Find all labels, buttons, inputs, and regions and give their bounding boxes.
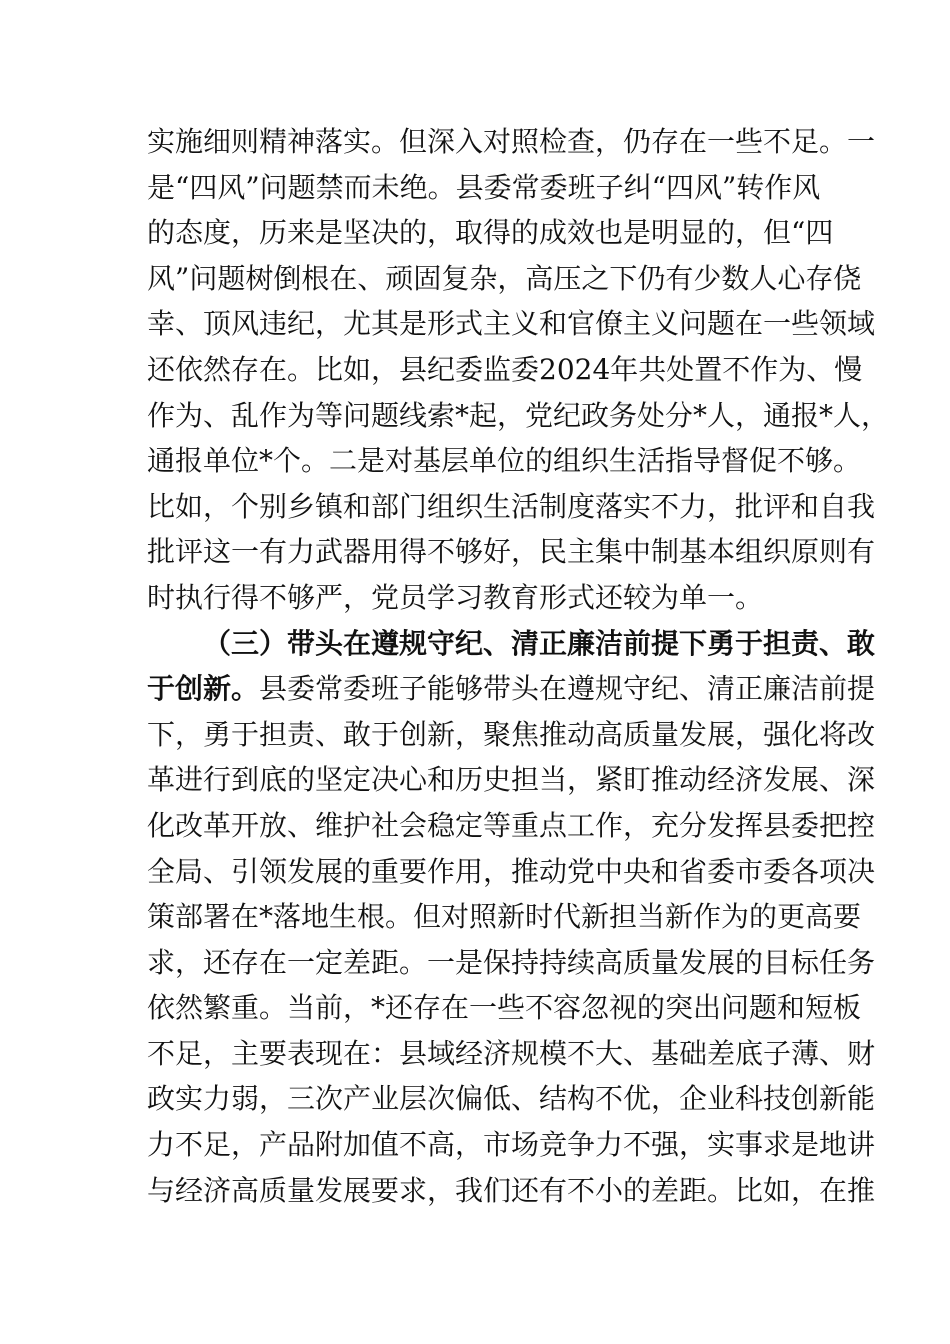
text-line: 是“四风”问题禁而未绝。县委常委班子纠“四风”转作风 bbox=[147, 170, 821, 204]
text-line: 通报单位*个。二是对基层单位的组织生活指导督促不够。 bbox=[147, 444, 862, 478]
text-line: 风”问题树倒根在、顽固复杂，高压之下仍有少数人心存侥 bbox=[147, 261, 862, 295]
text-line: 依然繁重。当前，*还存在一些不容忽视的突出问题和短板 bbox=[147, 991, 862, 1025]
section-heading: （三）带头在遵规守纪、清正廉洁前提下勇于担责、敢 bbox=[203, 626, 876, 660]
section-heading-end: 于创新。 bbox=[147, 672, 260, 706]
text-line: 全局、引领发展的重要作用，推动党中央和省委市委各项决 bbox=[147, 854, 876, 888]
text-line: 不足，主要表现在：县域经济规模不大、基础差底子薄、财 bbox=[147, 1036, 876, 1070]
text-line: 求，还存在一定差距。一是保持持续高质量发展的目标任务 bbox=[147, 945, 876, 979]
text-run: 县委常委班子能够带头在遵规守纪、清正廉洁前提 bbox=[259, 672, 876, 706]
text-line: 策部署在*落地生根。但对照新时代新担当新作为的更高要 bbox=[147, 900, 862, 934]
paragraph-2 bbox=[147, 621, 876, 1214]
text-line: 政实力弱，三次产业层次偏低、结构不优，企业科技创新能 bbox=[147, 1082, 876, 1116]
text-line: 力不足，产品附加值不高，市场竞争力不强，实事求是地讲 bbox=[147, 1128, 876, 1162]
text-line: 时执行得不够严，党员学习教育形式还较为单一。 bbox=[147, 580, 764, 614]
text-line: 批评这一有力武器用得不够好，民主集中制基本组织原则有 bbox=[147, 535, 876, 569]
text-line: 实施细则精神落实。但深入对照检查，仍存在一些不足。一 bbox=[147, 125, 876, 158]
text-line: 的态度，历来是坚决的，取得的成效也是明显的，但“四 bbox=[147, 216, 834, 250]
text-line bbox=[147, 666, 876, 712]
text-line: 下，勇于担责、敢于创新，聚焦推动高质量发展，强化将改 bbox=[147, 717, 876, 751]
text-line: 革进行到底的坚定决心和历史担当，紧盯推动经济发展、深 bbox=[147, 763, 876, 797]
text-line: 比如，个别乡镇和部门组织生活制度落实不力，批评和自我 bbox=[147, 489, 876, 523]
paragraph-1 bbox=[147, 119, 890, 621]
text-line: 化改革开放、维护社会稳定等重点工作，充分发挥县委把控 bbox=[147, 808, 876, 842]
text-line: 作为、乱作为等问题线索*起，党纪政务处分*人，通报*人， bbox=[147, 398, 890, 432]
text-line: 幸、顶风违纪，尤其是形式主义和官僚主义问题在一些领域 bbox=[147, 307, 876, 341]
text-line: 还依然存在。比如，县纪委监委2024年共处置不作为、慢 bbox=[147, 352, 863, 386]
body-text bbox=[147, 119, 890, 1213]
text-line: 与经济高质量发展要求，我们还有不小的差距。比如，在推 bbox=[147, 1173, 876, 1207]
